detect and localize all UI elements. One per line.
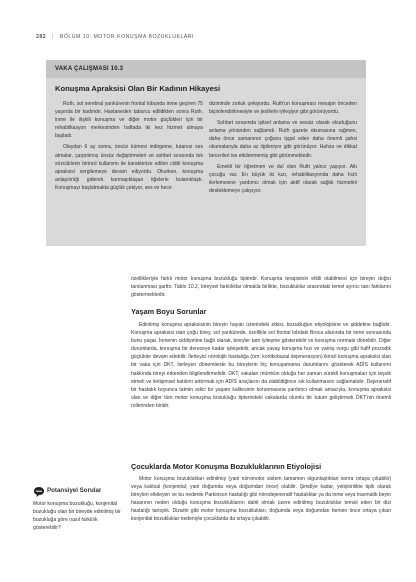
lightbulb-speech-icon [33,485,45,497]
case-paragraph: diziminde zorluk çekiyordu. Ruth'un konuşması mesajın önceden biçimlendirilmesiyle ve jestlerle iyileşiyor gibi görünüyordu. [209,101,357,116]
intro-text [131,275,391,299]
case-study-left-column [55,100,203,192]
case-study-label: VAKA ÇALIŞMASI 10.3 [55,66,124,72]
sidebar-title: Potansiyel Sorular [47,487,102,494]
case-paragraph: Ruth, sol serebral yarıkürenin frontal lobunda inme geçiren 75 yaşında bir kadındır. Hastaneden taburcu edildikten sonra Ruth, inme ile ilişkili konuşma ve diğer motor güçlükleri için bir rehabilitasyon merkezinden haftada iki kez hizmet almaya başladı. [55,101,203,140]
section-body-etiology [131,475,391,524]
body-paragraph: özellikleriyle farklı motor konuşma bozukluğu tiplerdir. Konuşma terapisinin etkili olabilmesi için bireyin doğru tanılanması şarttır. Tablo 10.2, bireysel farklılıklar olmakla birlikte, bozukluklar arasındaki temel ayırıcı tanı farklarını göstermektedir. [131,276,391,299]
case-study-label-bar [46,60,366,78]
section-heading-lifespan: Yaşam Boyu Sorunlar [131,307,207,316]
section-body-lifespan [131,321,391,410]
page-number: 282 [36,34,47,40]
sidebar-question: Motor konuşma bozukluğu, konjenital bozukluğu olan bir bireyde edinilmiş bir bozukluğa göre nasıl farklılık gösterebilir? [33,501,121,532]
case-study-title: Konuşma Apraksisi Olan Bir Kadının Hikayesi [55,84,221,93]
body-paragraph: Motor konuşma bozuklukları edinilmiş (yani nöromotor sistem tamamen olgunlaştıktan sonra ortaya çıkabilir) veya kalıtsal (konjenital; yani doğumda veya doğumdan önce) olabilir. Şimdiye kadar, yetişkinlikte tipik olarak bireyleri etkileyen ve bu nedenle Parkinson hastalığı gibi nörodejeneratif hastalıklar ya da inme veya travmatik beyin hasarının neden olduğu konuşma bozukluklarını dahil olmak üzere edinilmiş bozukluklar temsil eden bir dizi hastalığı tartıştık. Dizartri gibi motor konuşma bozuklukları, doğumda veya doğumdan hemen önce ortaya çıkan konjenital bozukluklar nedeniyle çocuklarda da ortaya çıkabilir. [131,476,391,523]
body-paragraph: Edinilmiş konuşma apraksisinin bireyin hayatı üzerindeki etkisi, bozukluğun etiyolojisine ve şiddetine bağlıdır. Konuşma apraksisi olan çoğu birey, sol yarıkürede, özellikle sol frontal lobdaki Broca alanında bir inme sonrasında bunu yaşar. İnmenin ciddiyetine bağlı olarak, bireyler tam iyileşme gösterebilir ve konuşma normale dönebilir. Diğer durumlarda, konuşma bir dereceye kadar iyileşebilir, ancak yavaş konuşma hızı ve yanlış vurgu gibi hafif prozodik güçlükler devam edebilir. İlerleyici nörolojik hastalığa (örn; kortikobazal dejenerasyon) ikincil konuşma apraksisi olan bir vaka için DKT, ilerleyen dönemlerde bu bireylerin hiç konuşamama durumlarını gözeterek ADİS kullanımı hakkında bireyi erkenden bilgilendirmelidir. DKT, vakaları mümkün olduğu her zaman sürekli konuşmaları için teşvik etmeli ve iletişimsel katılımı arttırmak için ADİS araçlarını da olabildiğince sık kullanmasını sağlamalıdır. Dejeneratif bir hastalık boyunca tatmin edici bir yaşam kalitesinin korunmasına yardımcı olmak amacıyla, konuşma apraksisi olan ve diğer tüm motor konuşma bozukluğu tiplerindeki vakalarda olumlu bir tutum geliştirmek DKT'nin önemli rollerinden biridir. [131,322,391,409]
case-study-box [46,60,366,246]
section-heading-etiology: Çocuklarda Motor Konuşma Bozukluklarının Etiyolojisi [131,462,322,471]
case-paragraph: Olaydan 6 ay sonra, ünsüz kümesi indirgeme, tutarsız ses atmalar, çarpıtılmış ünsüz değiştirmeleri ve sohbet sırasında tek sözcüklerin birincil kullanımı ile karakterize edilen ciddi konuşma apraksisi sergilemeye devam ediyordu. Okurken, konuşma anlaşılırlığı giderek karmaşıklaşan öğelerle bulanıklaştı. Konuşmayı başlatmakta güçlük çekiyor, ses ve hece [55,144,203,191]
case-paragraph: Sohbet sırasında işitsel anlama ve sessiz olarak okuduğunu anlama yönünden sağlamdı. Ruth gazete okumasına rağmen, daha önce zamanının çoğunu işgal eden daha önemli şahsi okumalarıyla daha az ilgileniyor gibi görünüyor. Hafıza ve dikkat becerileri ise etkilenmemiş gibi görünmektedir. [209,120,357,159]
case-paragraph: Emekli bir öğretmen ve dul olan Ruth yalnız yaşıyor. Altı çocuğu var. En büyük iki kızı, rehabilitasyonda daha hızlı ilerlemesine yardımcı olmak için aktif olarak sağlık hizmetini desteklemeye çalışıyor. [209,163,357,194]
header-separator: | [52,34,54,40]
chapter-title: BÖLÜM 10: MOTOR KONUŞMA BOZUKLUKLARI [59,34,194,40]
case-study-right-column [209,100,357,195]
running-header [36,34,396,40]
